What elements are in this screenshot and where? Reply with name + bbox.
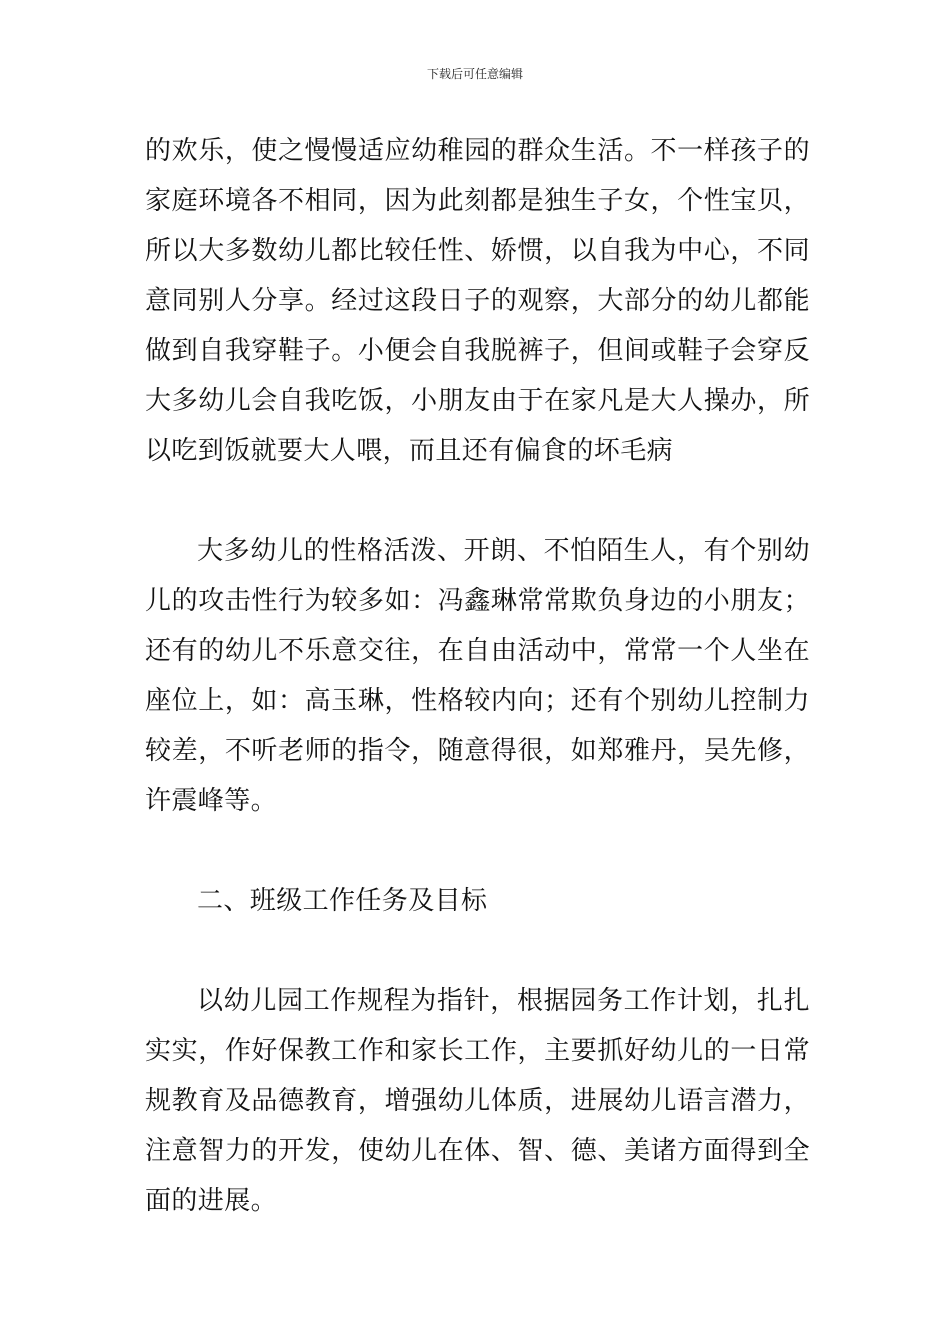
paragraph-spacer [145, 926, 810, 976]
page-header: 下载后可任意编辑 [426, 67, 523, 81]
paragraph-children-adaptation: 的欢乐，使之慢慢适应幼稚园的群众生活。不一样孩子的家庭环境各不相同，因为此刻都是独生子女，个性宝贝，所以大多数幼儿都比较任性、娇惯，以自我为中心，不同意同别人分享。经过这段日子的观察，大部分的幼儿都能做到自我穿鞋子。小便会自我脱裤子，但间或鞋子会穿反大多幼儿会自我吃饭，小朋友由于在家凡是大人操办，所以吃到饭就要大人喂，而且还有偏食的坏毛病 [145, 136, 810, 466]
paragraph-work-guidelines: 以幼儿园工作规程为指针，根据园务工作计划，扎扎实实，作好保教工作和家长工作，主要抓好幼儿的一日常规教育及品德教育，增强幼儿体质，进展幼儿语言潜力，注意智力的开发，使幼儿在体、智、德、美诸方面得到全面的进展。 [145, 986, 810, 1216]
paragraph-children-personality: 大多幼儿的性格活泼、开朗、不怕陌生人，有个别幼儿的攻击性行为较多如：冯鑫琳常常欺负身边的小朋友；还有的幼儿不乐意交往，在自由活动中，常常一个人坐在座位上，如：高玉琳，性格较内向；还有个别幼儿控制力较差，不听老师的指令，随意得很，如郑雅丹，吴先修，许震峰等。 [145, 536, 810, 816]
document-body [145, 126, 810, 1226]
paragraph-spacer [145, 826, 810, 876]
paragraph-spacer [145, 476, 810, 526]
section-heading-tasks-goals: 二、班级工作任务及目标 [197, 886, 488, 916]
